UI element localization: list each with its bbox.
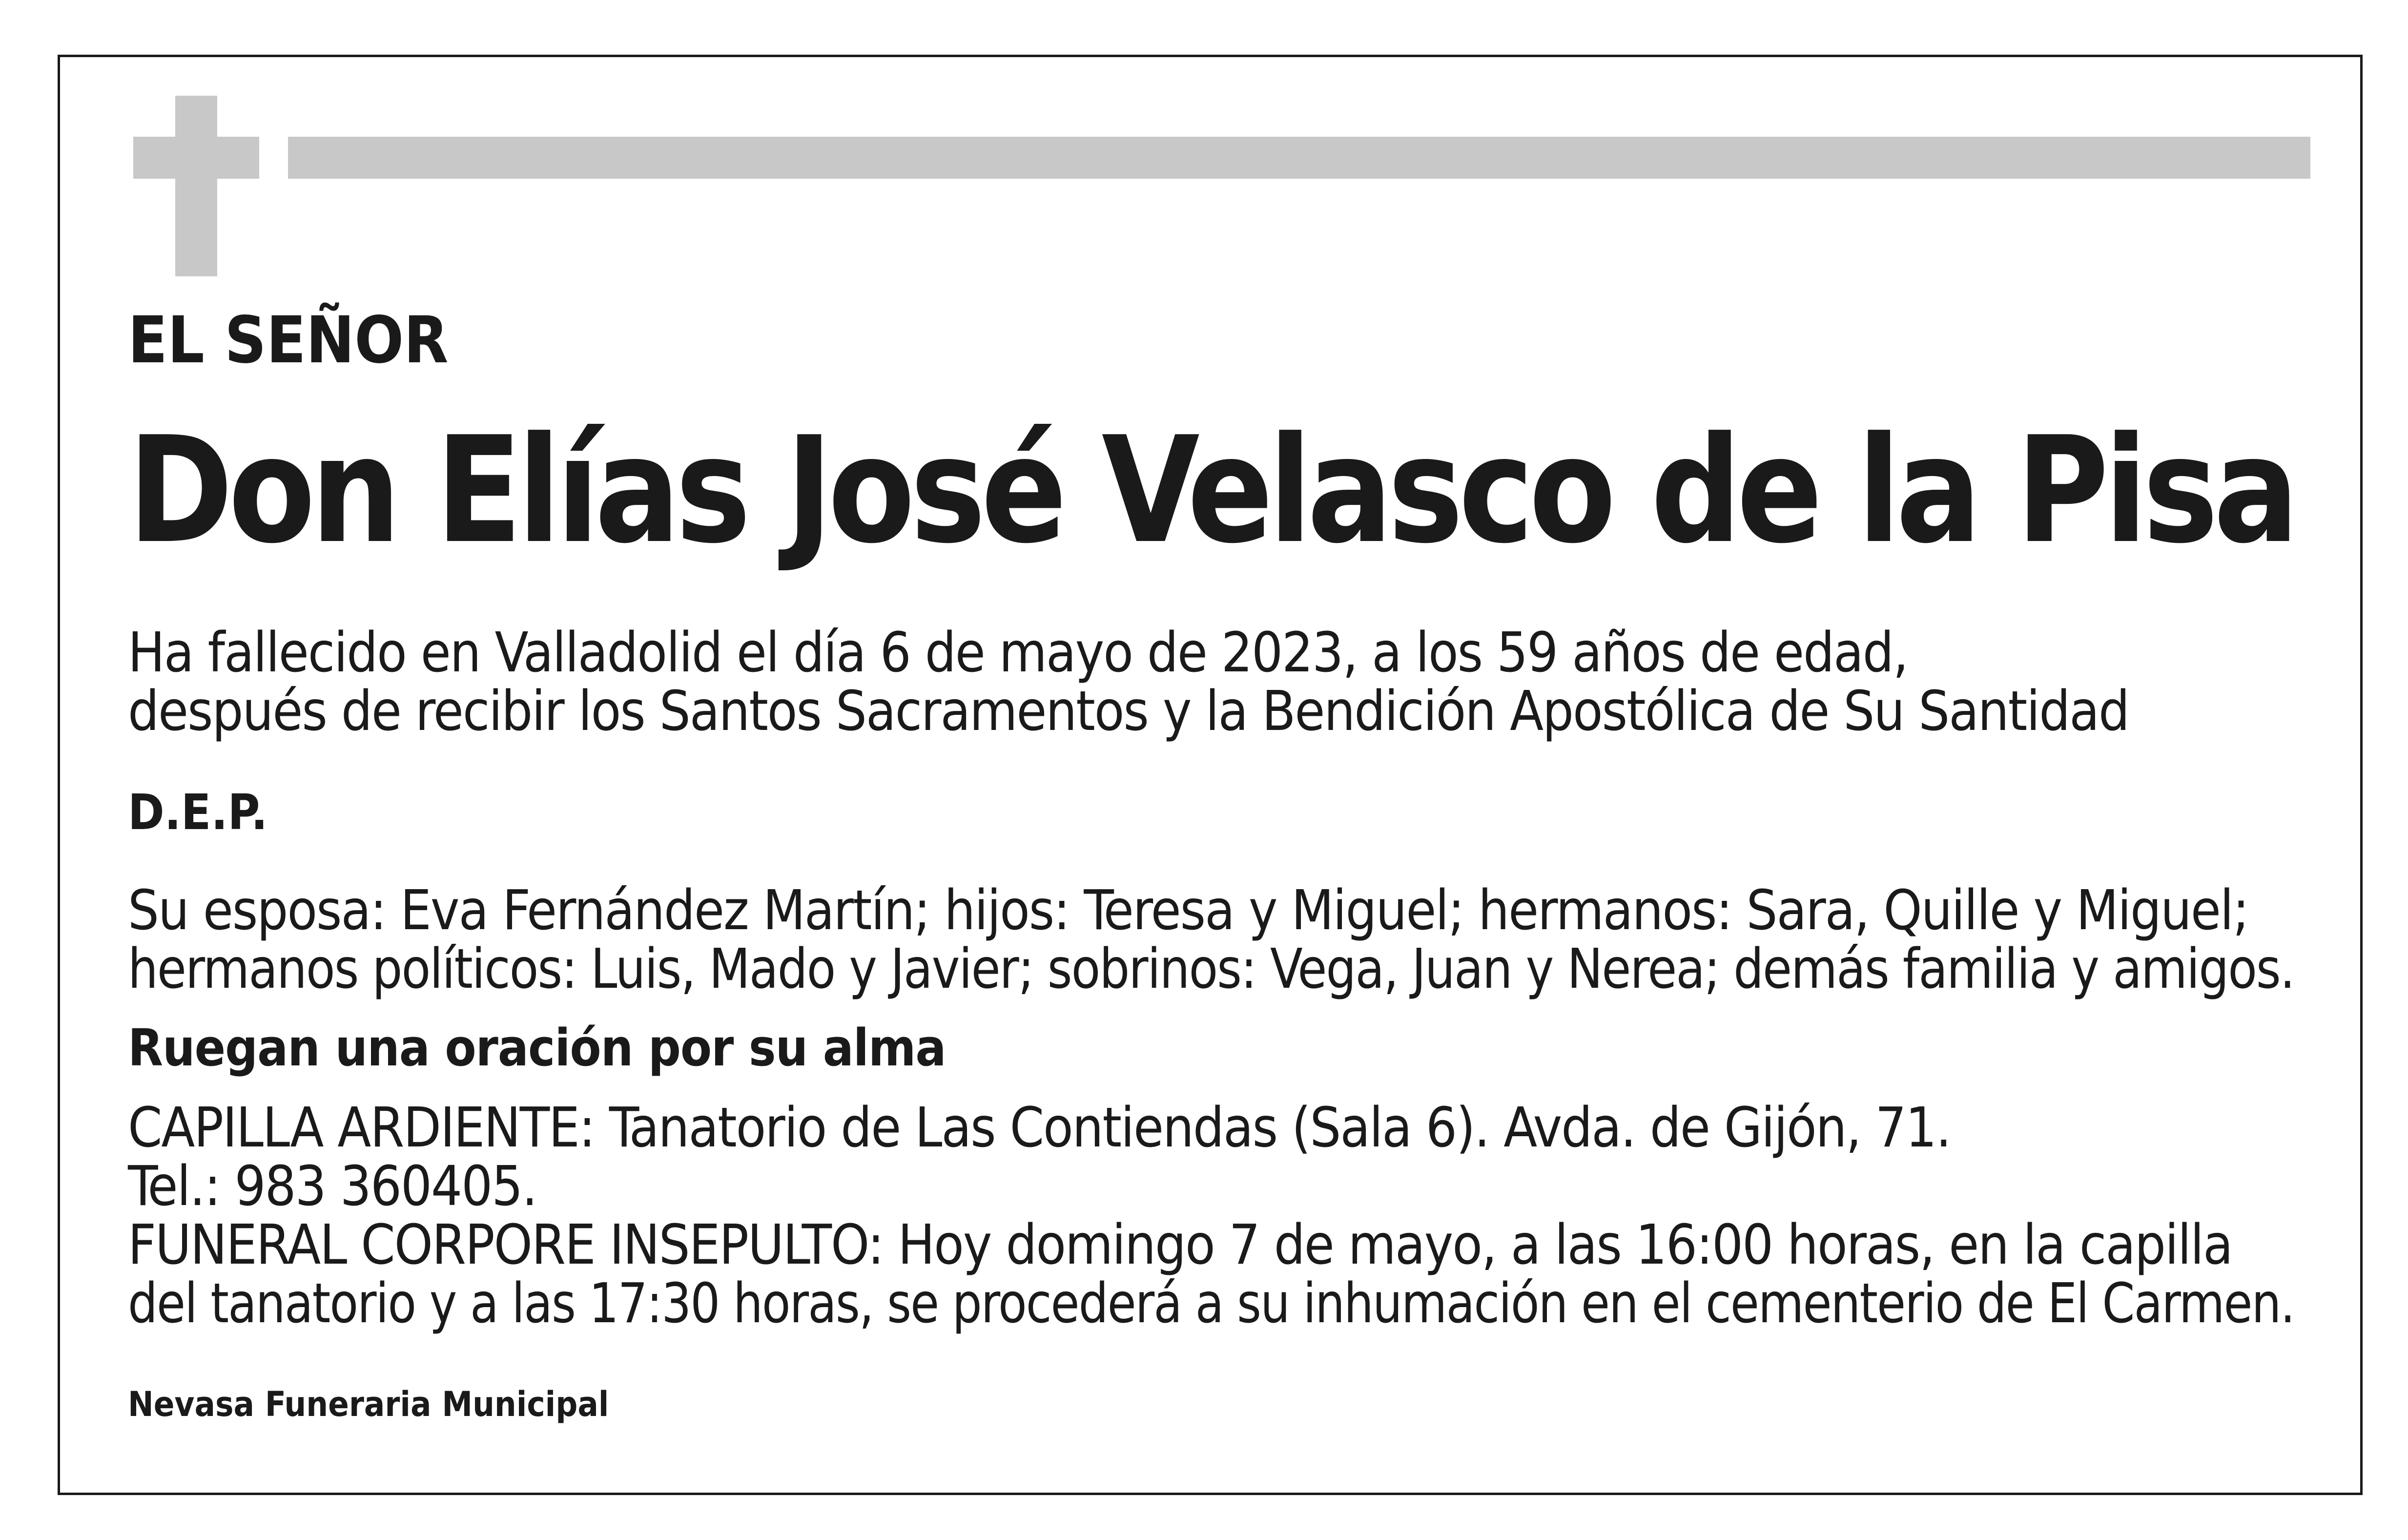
prayer-request: Ruegan una oración por su alma xyxy=(128,1018,946,1078)
family-line: hermanos políticos: Luis, Mado y Javier; sobrinos: Vega, Juan y Nerea; demás familia y amigos. xyxy=(128,937,2294,1001)
deceased-name: Don Elías José Velasco de la Pisa xyxy=(128,405,2295,576)
service-line: del tanatorio y a las 17:30 horas, se procederá a su inhumación en el cementerio de El Carmen. xyxy=(128,1272,2295,1335)
cross-icon xyxy=(133,96,259,276)
death-line: Ha fallecido en Valladolid el día 6 de mayo de 2023, a los 59 años de edad, xyxy=(128,621,1908,685)
service-line: CAPILLA ARDIENTE: Tanatorio de Las Contiendas (Sala 6). Avda. de Gijón, 71. xyxy=(128,1096,1951,1160)
rip-text: D.E.P. xyxy=(128,784,268,841)
funeral-home-name: Nevasa Funeraria Municipal xyxy=(128,1384,609,1424)
death-line: después de recibir los Santos Sacramentos y la Bendición Apostólica de Su Santidad xyxy=(128,680,2129,743)
honorific-prefix: EL SEÑOR xyxy=(128,303,449,378)
family-line: Su esposa: Eva Fernández Martín; hijos: Teresa y Miguel; hermanos: Sara, Quille y Miguel; xyxy=(128,879,2248,942)
header-rule xyxy=(288,137,2310,179)
service-line: FUNERAL CORPORE INSEPULTO: Hoy domingo 7 de mayo, a las 16:00 horas, en la capilla xyxy=(128,1213,2232,1277)
service-line: Tel.: 983 360405. xyxy=(128,1155,537,1218)
